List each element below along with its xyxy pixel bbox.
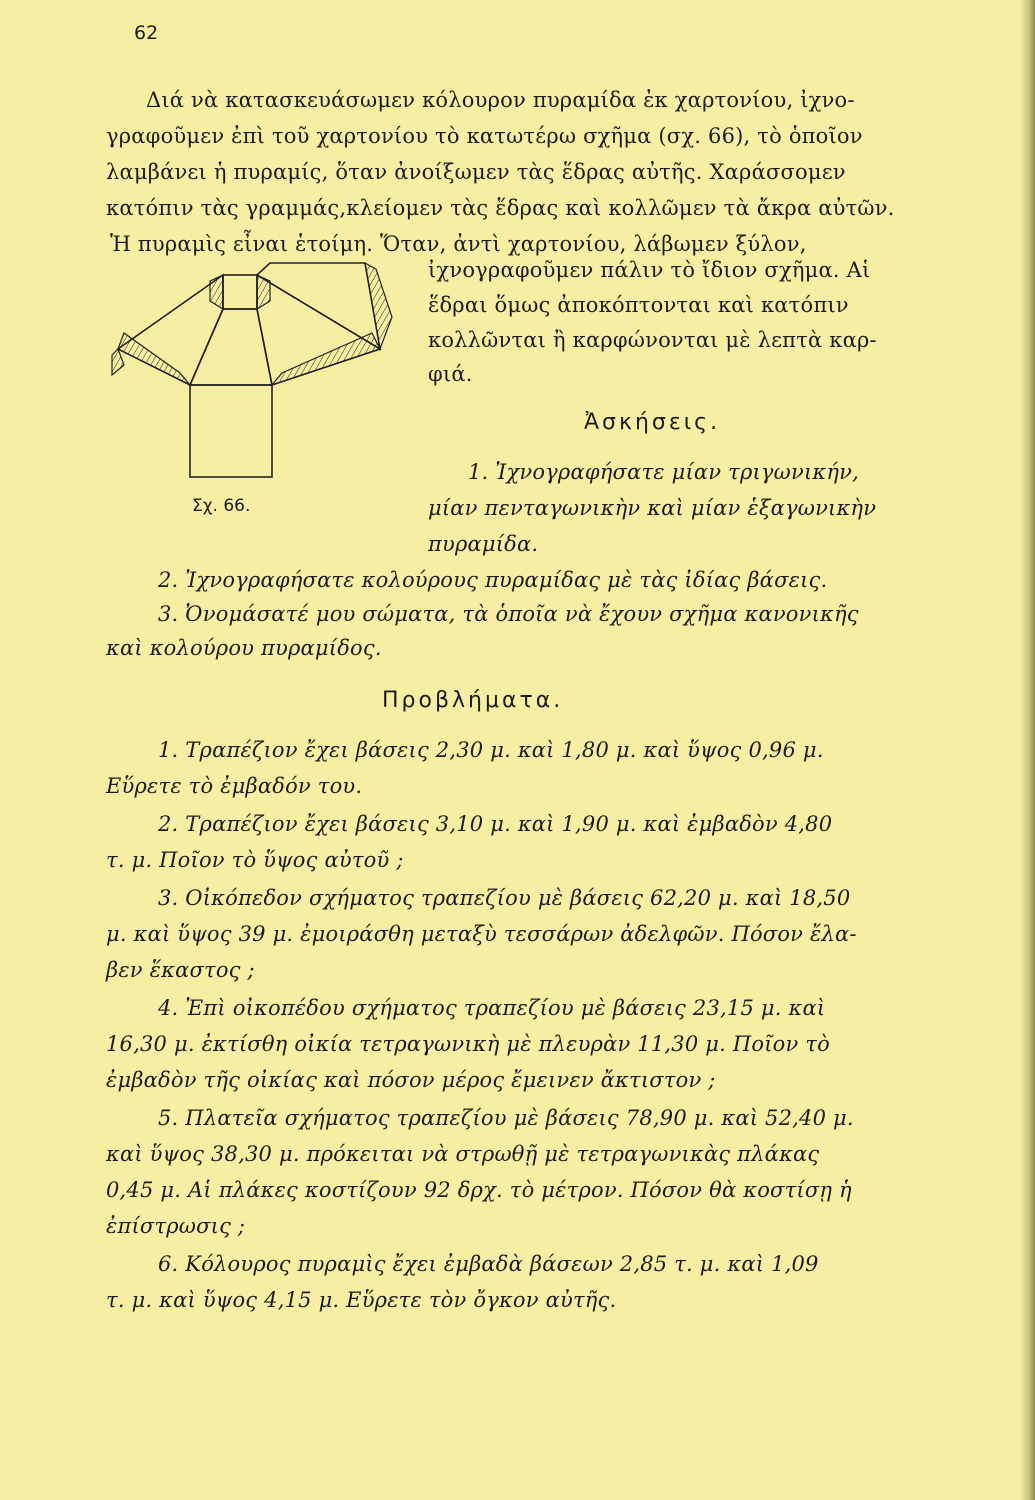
exercise-line: 3. Ὀνομάσατέ μου σώματα, τὰ ὁποῖα νὰ ἔχουν σχῆμα κανονικῆς — [158, 602, 859, 626]
problem-line: 6. Κόλουρος πυραμὶς ἔχει ἐμβαδὰ βάσεων 2,85 τ. μ. καὶ 1,09 — [158, 1252, 819, 1276]
problem-line: 5. Πλατεῖα σχήματος τραπεζίου μὲ βάσεις 78,90 μ. καὶ 52,40 μ. — [158, 1106, 854, 1130]
intro-line: λαμβάνει ἡ πυραμίς, ὅταν ἀνοίξωμεν τὰς ἕδρας αὐτῆς. Χαράσσομεν — [106, 160, 846, 184]
side-line: φιά. — [428, 362, 473, 386]
problem-line: Εὕρετε τὸ ἐμβαδόν του. — [106, 774, 363, 798]
tab-top-right — [257, 275, 270, 309]
page-number: 62 — [134, 22, 159, 44]
exercise-line: 2. Ἰχνογραφήσατε κολούρους πυραμίδας μὲ τὰς ἰδίας βάσεις. — [158, 568, 828, 592]
problem-line: 0,45 μ. Αἱ πλάκες κοστίζουν 92 δρχ. τὸ μέτρον. Πόσον θὰ κοστίσῃ ἡ — [106, 1178, 852, 1202]
intro-line: Διά νὰ κατασκευάσωμεν κόλουρον πυραμίδα ἐκ χαρτονίου, ἰχνο- — [146, 88, 855, 112]
side-line: ἰχνογραφοῦμεν πάλιν τὸ ἴδιον σχῆμα. Αἱ — [428, 258, 871, 282]
tab-right — [272, 333, 380, 385]
problem-line: μ. καὶ ὕψος 39 μ. ἐμοιράσθη μεταξὺ τεσσάρων ἀδελφῶν. Πόσον ἔλα- — [106, 922, 857, 946]
tab-left-edge — [112, 349, 124, 375]
face-upper — [257, 263, 380, 349]
problem-line: 16,30 μ. ἐκτίσθη οἰκία τετραγωνικὴ μὲ πλευρὰν 11,30 μ. Ποῖον τὸ — [106, 1032, 831, 1056]
side-line: ἕδραι ὅμως ἀποκόπτονται καὶ κατόπιν — [428, 293, 849, 317]
problem-line: 4. Ἐπὶ οἰκοπέδου σχήματος τραπεζίου μὲ βάσεις 23,15 μ. καὶ — [158, 996, 826, 1020]
problem-line: τ. μ. Ποῖον τὸ ὕψος αὐτοῦ ; — [106, 848, 404, 872]
problem-line: 1. Τραπέζιον ἔχει βάσεις 2,30 μ. καὶ 1,80 μ. καὶ ὕψος 0,96 μ. — [158, 738, 824, 762]
figure-caption: Σχ. 66. — [192, 496, 251, 516]
exercise-line: πυραμίδα. — [428, 532, 539, 556]
problem-line: καὶ ὕψος 38,30 μ. πρόκειται νὰ στρωθῇ μὲ τετραγωνικὰς πλάκας — [106, 1142, 820, 1166]
problems-heading: Προβλήματα. — [382, 688, 564, 713]
problem-line: ἐμβαδὸν τῆς οἰκίας καὶ πόσον μέρος ἔμεινεν ἄκτιστον ; — [106, 1068, 716, 1092]
exercise-line: καὶ κολούρου πυραμίδος. — [106, 636, 382, 660]
exercise-line: 1. Ἰχνογραφήσατε μίαν τριγωνικήν, — [468, 460, 859, 484]
intro-line: κατόπιν τὰς γραμμάς,κλείομεν τὰς ἕδρας καὶ κολλῶμεν τὰ ἄκρα αὐτῶν. — [106, 196, 895, 220]
intro-line: Ἡ πυραμὶς εἶναι ἑτοίμη. Ὅταν, ἀντὶ χαρτονίου, λάβωμεν ξύλον, — [110, 232, 807, 256]
exercise-line: μίαν πενταγωνικὴν καὶ μίαν ἑξαγωνικὴν — [428, 496, 877, 520]
problem-line: ἐπίστρωσις ; — [106, 1214, 246, 1238]
tab-left — [118, 333, 190, 385]
exercises-heading: Ἀσκήσεις. — [584, 410, 721, 435]
side-line: κολλῶνται ἢ καρφώνονται μὲ λεπτὰ καρ- — [428, 328, 877, 352]
problem-line: τ. μ. καὶ ὕψος 4,15 μ. Εὕρετε τὸν ὄγκον αὐτῆς. — [106, 1288, 617, 1312]
problem-line: 2. Τραπέζιον ἔχει βάσεις 3,10 μ. καὶ 1,90 μ. καὶ ἐμβαδὸν 4,80 — [158, 812, 833, 836]
intro-line: γραφοῦμεν ἐπὶ τοῦ χαρτονίου τὸ κατωτέρω σχῆμα (σχ. 66), τὸ ὁποῖον — [106, 124, 863, 148]
frustum-net-figure — [110, 255, 410, 495]
top-square — [223, 275, 257, 309]
base-square — [190, 385, 272, 477]
problem-line: βεν ἕκαστος ; — [106, 958, 255, 982]
page-edge-shadow — [1021, 0, 1035, 1500]
problem-line: 3. Οἰκόπεδον σχήματος τραπεζίου μὲ βάσεις 62,20 μ. καὶ 18,50 — [158, 886, 851, 910]
tab-top-left — [210, 275, 223, 309]
